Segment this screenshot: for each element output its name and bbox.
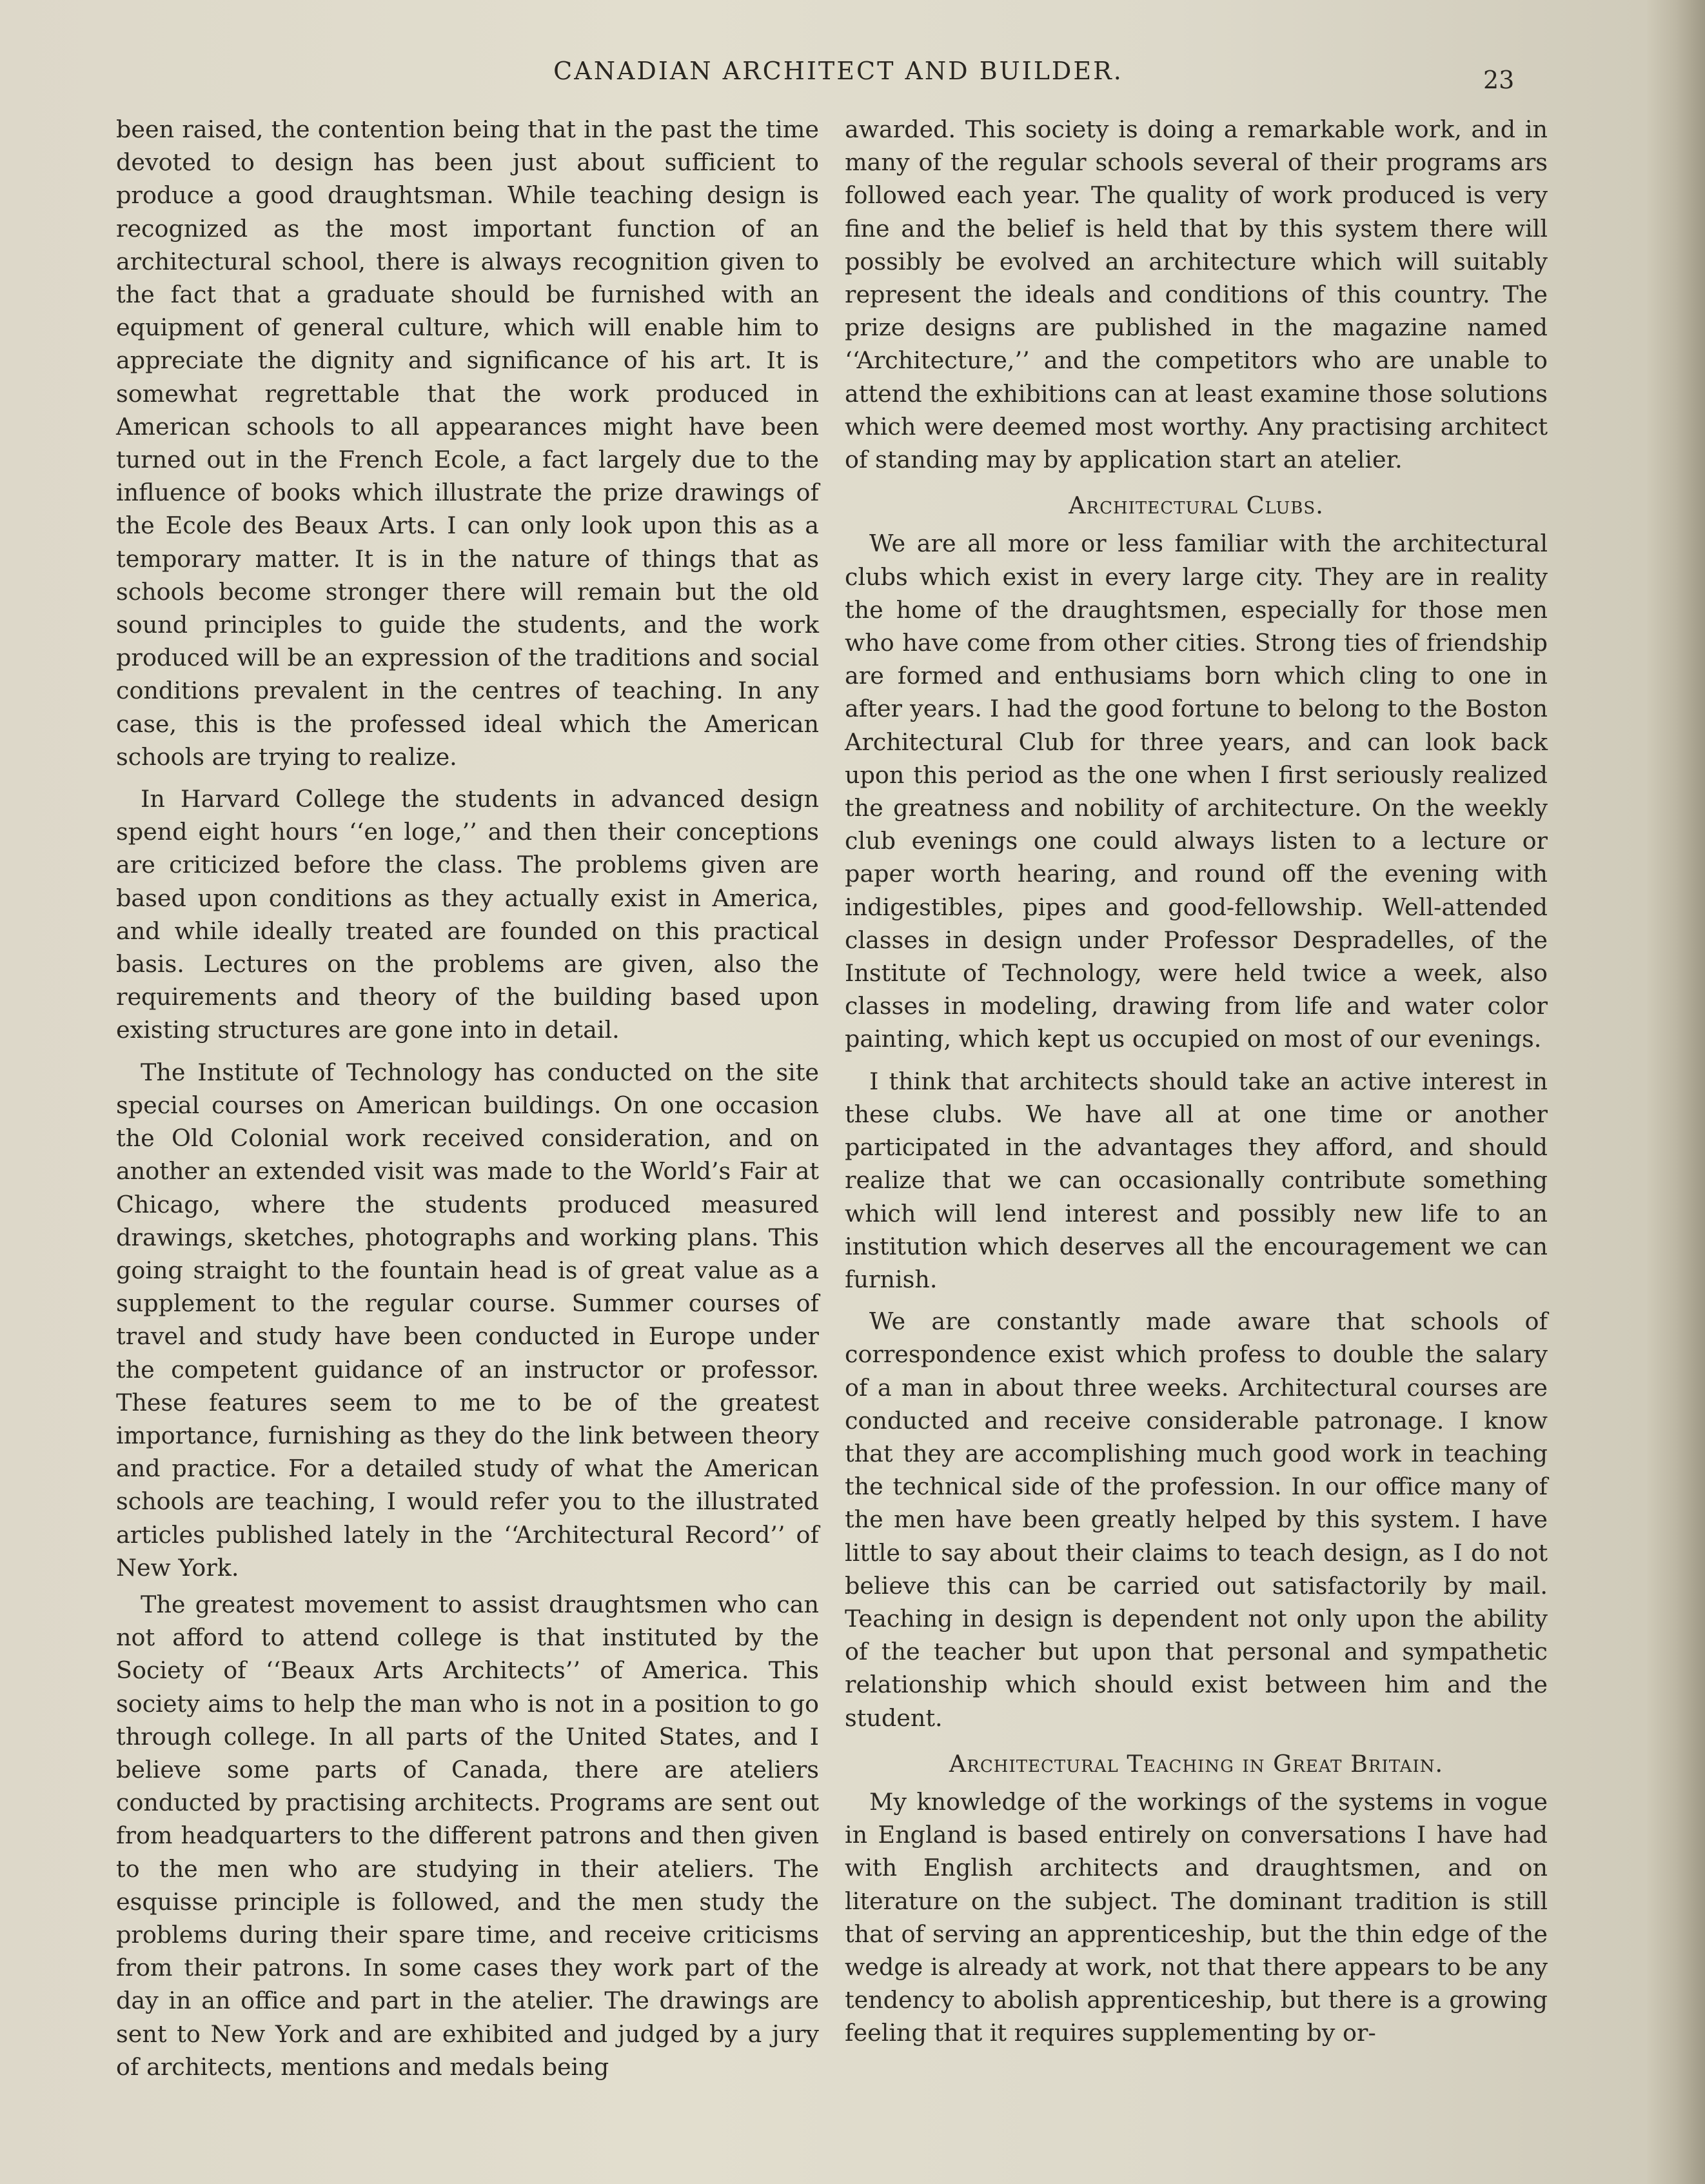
binding-edge	[1647, 0, 1705, 2184]
paragraph: The Institute of Technology has conducted on the site special courses on American buildings. On one occasion the Old Colonial work received consideration, and on another an extended visit was made to the World’s Fair at Chicago, where the students produced measured drawings, sketches, photographs and working plans. This going straight to the fountain head is of great value as a supplement to the regular course. Summer courses of travel and study have been conducted in Europe under the competent guidance of an instructor or professor. These features seem to me to be of the greatest importance, furnishing as they do the link between theory and practice. For a detailed study of what the American schools are teaching, I would refer you to the illustrated articles published lately in the ‘‘Architectural Record’’ of New York.	[116, 1058, 819, 1582]
paragraph: The greatest movement to assist draughtsmen who can not afford to attend college is that instituted by the Society of ‘‘Beaux Arts Architects’’ of America. This society aims to help the man who is not in a position to go through college. In all parts of the United States, and I believe some parts of Canada, there are ateliers conducted by practising architects. Programs are sent out from headquarters to the different patrons and then given to the men who are studying in their ateliers. The esquisse principle is followed, and the men study the problems during their spare time, and receive criticisms from their patrons. In some cases they work part of the day in an office and part in the atelier. The drawings are sent to New York and are exhibited and judged by a jury of architects, mentions and medals being	[116, 1590, 819, 2081]
section-heading: Architectural Teaching in Great Britain.	[949, 1749, 1444, 1778]
paragraph: We are constantly made aware that schools of correspondence exist which profess to double the salary of a man in about three weeks. Architectural courses are conducted and receive considerable patronage. I know that they are accomplishing much good work in teaching the technical side of the profession. In our office many of the men have been greatly helped by this system. I have little to say about their claims to teach design, as I do not believe this can be carried out satisfactorily by mail. Teaching in design is dependent not only upon the ability of the teacher but upon that personal and sympathetic relationship which should exist between him and the student.	[845, 1307, 1548, 1732]
right-column	[845, 113, 1548, 2050]
paragraph: been raised, the contention being that in the past the time devoted to design has been just about sufficient to produce a good draughtsman. While teaching design is recognized as the most important function of an architectural school, there is always recognition given to the fact that a graduate should be furnished with an equipment of general culture, which will enable him to appreciate the dignity and significance of his art. It is somewhat regrettable that the work produced in American schools to all appearances might have been turned out in the French Ecole, a fact largely due to the influence of books which illustrate the prize drawings of the Ecole des Beaux Arts. I can only look upon this as a temporary matter. It is in the nature of things that as schools become stronger there will remain but the old sound principles to guide the students, and the work produced will be an expression of the traditions and social conditions prevalent in the centres of teaching. In any case, this is the professed ideal which the American schools are trying to realize.	[116, 115, 819, 771]
paragraph: We are all more or less familiar with the architectural clubs which exist in every large city. They are in reality the home of the draughtsmen, especially for those men who have come from other cities. Strong ties of friendship are formed and enthusiams born which cling to one in after years. I had the good fortune to belong to the Boston Architectural Club for three years, and can look back upon this period as the one when I first seriously realized the greatness and nobility of architecture. On the weekly club evenings one could always listen to a lecture or paper worth hearing, and round off the evening with indigestibles, pipes and good-fellowship. Well-attended classes in design under Professor Despradelles, of the Institute of Technology, were held twice a week, also classes in modeling, drawing from life and water color painting, which kept us occupied on most of our evenings.	[845, 530, 1548, 1053]
left-column	[116, 113, 819, 2083]
section-heading: Architectural Clubs.	[1069, 491, 1324, 520]
paragraph: I think that architects should take an active interest in these clubs. We have all at one time or another participated in the advantages they afford, and should realize that we can occasionally contribute something which will lend interest and possibly new life to an institution which deserves all the encouragement we can furnish.	[845, 1067, 1548, 1293]
paragraph: In Harvard College the students in advanced design spend eight hours ‘‘en loge,’’ and then their conceptions are criticized before the class. The problems given are based upon conditions as they actually exist in America, and while ideally treated are founded on this practical basis. Lectures on the problems are given, also the requirements and theory of the building based upon existing structures are gone into in detail.	[116, 785, 819, 1044]
paragraph: awarded. This society is doing a remarkable work, and in many of the regular schools several of their programs ars followed each year. The quality of work produced is very fine and the belief is held that by this system there will possibly be evolved an architecture which will suitably represent the ideals and conditions of this country. The prize designs are published in the magazine named ‘‘Architecture,’’ and the competitors who are unable to attend the exhibitions can at least examine those solutions which were deemed most worthy. Any practising architect of standing may by application start an atelier.	[845, 115, 1548, 474]
running-head: CANADIAN ARCHITECT AND BUILDER.	[553, 57, 1123, 85]
paragraph: My knowledge of the workings of the systems in vogue in England is based entirely on conversations I have had with English architects and draughtsmen, and on literature on the subject. The dominant tradition is still that of serving an apprenticeship, but the thin edge of the wedge is already at work, not that there appears to be any tendency to abolish apprenticeship, but there is a growing feeling that it requires supplementing by or-	[845, 1787, 1548, 2047]
page-number: 23	[1483, 66, 1515, 94]
